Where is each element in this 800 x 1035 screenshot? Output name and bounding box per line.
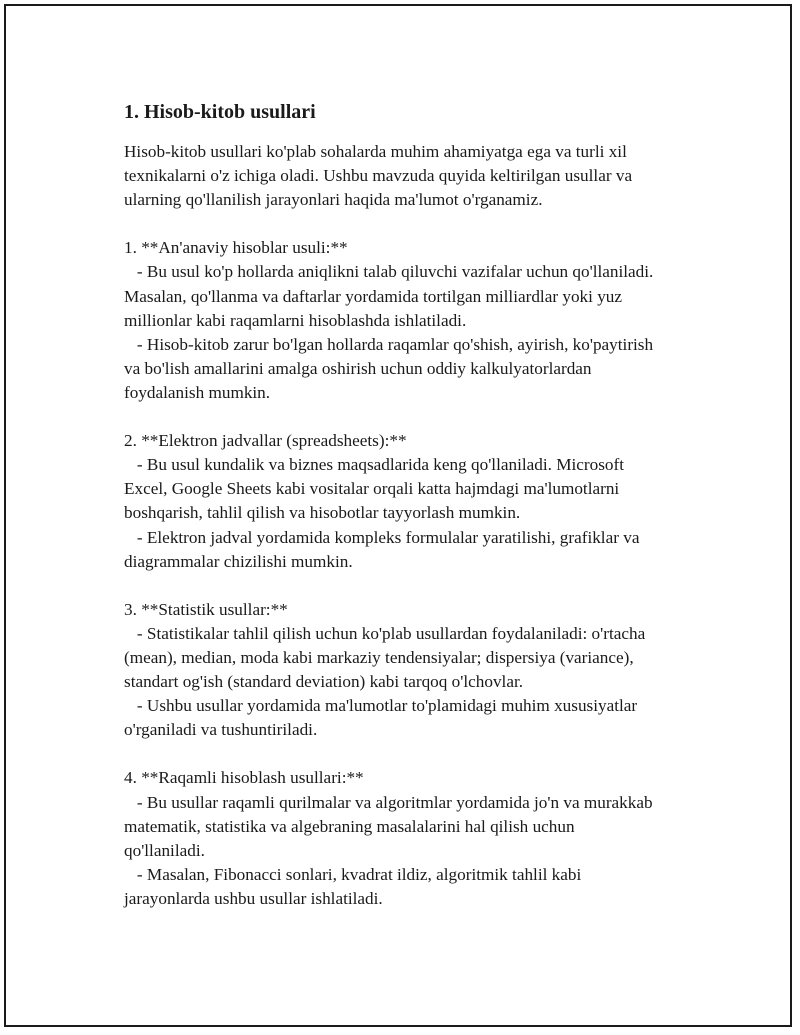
document-content [124, 98, 704, 911]
page-frame [4, 4, 792, 1027]
document-title: 1. Hisob-kitob usullari [124, 101, 316, 123]
document-body: Hisob-kitob usullari ko'plab sohalarda muhim ahamiyatga ega va turli xil texnikalarni o'z ichiga oladi. Ushbu mavzuda quyida keltirilgan usullar va ularning qo'llanilish jarayonlari haqida ma'lumot o'rganamiz. 1. **An'anaviy hisoblar usuli:** - Bu usul ko'p hollarda aniqlikni talab qiluvchi vazifalar uchun qo'llaniladi. Masalan, qo'llanma va daftarlar yordamida tortilgan milliardlar yoki yuz millionlar kabi raqamlarni hisoblashda ishlatiladi. - Hisob-kitob zarur bo'lgan hollarda raqamlar qo'shish, ayirish, ko'paytirish va bo'lish amallarini amalga oshirish uchun oddiy kalkulyatorlardan foydalanish mumkin. 2. **Elektron jadvallar (spreadsheets):** - Bu usul kundalik va biznes maqsadlarida keng qo'llaniladi. Microsoft Excel, Google Sheets kabi vositalar orqali katta hajmdagi ma'lumotlarni boshqarish, tahlil qilish va hisobotlar tayyorlash mumkin. - Elektron jadval yordamida kompleks formulalar yaratilishi, grafiklar va diagrammalar chizilishi mumkin. 3. **Statistik usullar:** - Statistikalar tahlil qilish uchun ko'plab usullardan foydalaniladi: o'rtacha (mean), median, moda kabi markaziy tendensiyalar; dispersiya (variance), standart og'ish (standard deviation) kabi tarqoq o'lchovlar. - Ushbu usullar yordamida ma'lumotlar to'plamidagi muhim xususiyatlar o'rganiladi va tushuntiriladi. 4. **Raqamli hisoblash usullari:** - Bu usullar raqamli qurilmalar va algoritmlar yordamida jo'n va murakkab matematik, statistika va algebraning masalalarini hal qilish uchun qo'llaniladi. - Masalan, Fibonacci sonlari, kvadrat ildiz, algoritmik tahlil kabi jarayonlarda ushbu usullar ishlatiladi. [124, 142, 654, 908]
